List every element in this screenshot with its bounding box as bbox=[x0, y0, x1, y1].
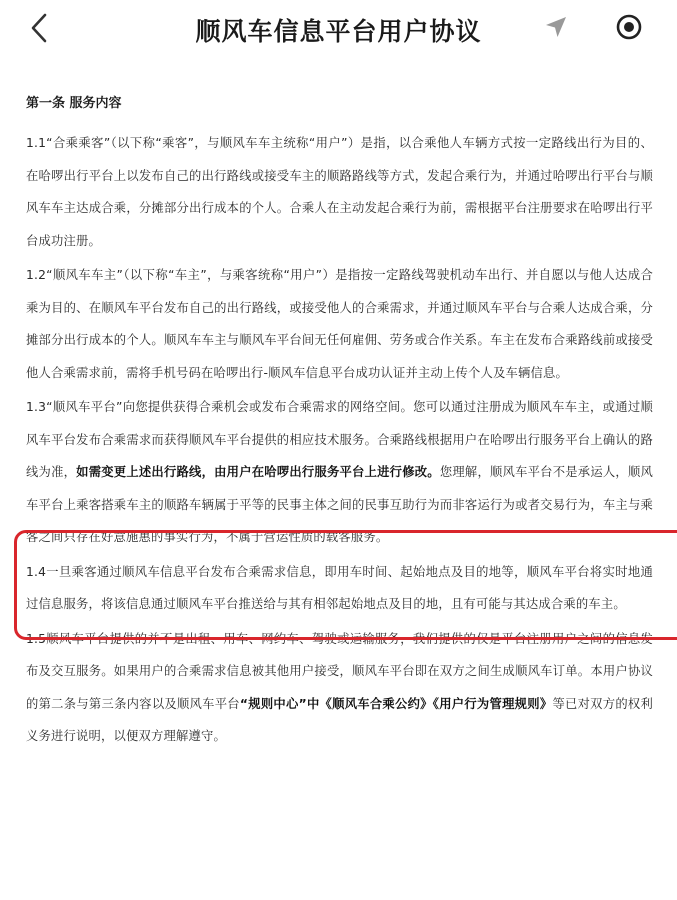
agreement-content bbox=[0, 58, 677, 753]
navigation-arrow-icon bbox=[543, 14, 569, 40]
clause-1-3-part-c: 您理解，顺风车平台不是承运人，顺风车平台上乘客搭乘车主的顺路车辆属于平等的民事主体之间的民事互助行为而非客运行为或者交易行为，车主与乘客之间只存在好意施惠的事实行为，不属于营运性质的载客服务。 bbox=[26, 465, 653, 544]
capsule-menu bbox=[519, 5, 665, 49]
clause-1-5-part-a: 1.5顺风车平台提供的并不是出租、用车、网约车、驾驶或运输服务，我们提供的仅是平台注册用户之间的信息发布及交互服务。如果用户的合乘需求信息被其他用户接受，顺风车平台即在双方之间生成顺风车订单。本用户协议的第二条与第三条内容以及顺风车平台 bbox=[26, 631, 653, 711]
clause-1-1: 1.1“合乘乘客”（以下称“乘客”，与顺风车车主统称“用户”）是指，以合乘他人车辆方式按一定路线出行为目的、在哈啰出行平台上以发布自己的出行路线或接受车主的顺路路线等方式，发起合乘行为，并通过哈啰出行平台与顺风车车主达成合乘，分摊部分出行成本的个人。合乘人在主动发起合乘行为前，需根据平台注册要求在哈啰出行平台成功注册。 bbox=[26, 136, 653, 248]
clause-1-2: 1.2“顺风车车主”（以下称“车主”，与乘客统称“用户”）是指按一定路线驾驶机动车出行、并自愿以与他人达成合乘为目的、在顺风车平台发布自己的出行路线，或接受他人的合乘需求，并通过顺风车平台与合乘人达成合乘，分摊部分出行成本的个人。顺风车车主与顺风车平台间无任何雇佣、劳务或合作关系。车主在发布合乘路线前或接受他人合乘需求前，需将手机号码在哈啰出行-顺风车信息平台成功认证并主动上传个人及车辆信息。 bbox=[26, 268, 653, 380]
nav-bar bbox=[0, 0, 677, 58]
clause-1-5-part-c: 等已对双方的权利义务进行说明，以便双方理解遵守。 bbox=[26, 696, 654, 743]
clause-1-5 bbox=[26, 623, 653, 753]
clause-1-3 bbox=[26, 391, 653, 554]
target-circle-icon bbox=[615, 13, 643, 41]
location-button[interactable] bbox=[534, 5, 578, 49]
clause-1-3-bold: 如需变更上述出行路线，由用户在哈啰出行服务平台上进行修改。 bbox=[76, 465, 440, 479]
section-title: 第一条 服务内容 bbox=[26, 96, 122, 111]
clause-1-5-bold: “规则中心”中《顺风车合乘公约》《用户行为管理规则》 bbox=[239, 696, 553, 711]
clause-1-3-part-a: 1.3“顺风车平台”向您提供获得合乘机会或发布合乘需求的网络空间。您可以通过注册成为顺风车车主，或通过顺风车平台发布合乘需求而获得顺风车平台提供的相应技术服务。合乘路线根据用户在哈啰出行服务平台上确认的路线为准， bbox=[26, 400, 653, 479]
clause-1-4: 1.4一旦乘客通过顺风车信息平台发布合乘需求信息，即用车时间、起始地点及目的地等，顺风车平台将实时地通过信息服务，将该信息通过顺风车平台推送给与其有相邻起始地点及目的地，且有可能与其达成合乘的车主。 bbox=[26, 564, 653, 611]
close-miniprogram-button[interactable] bbox=[607, 5, 651, 49]
page-title: 顺风车信息平台用户协议 bbox=[195, 17, 482, 46]
